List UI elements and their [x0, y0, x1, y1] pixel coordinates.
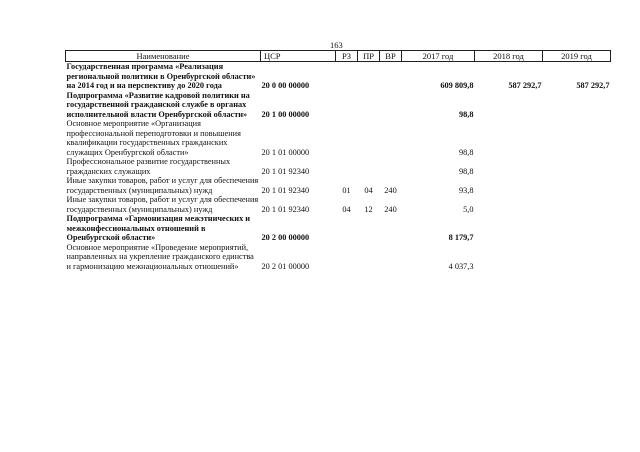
- cell-csr: 20 2 00 00000: [261, 233, 310, 242]
- cell-2017: 98,8: [458, 109, 474, 119]
- cell-name: Подпрограмма «Гармонизация межэтнических и межконфессиональных отношений в Оренбургской области»: [66, 214, 251, 242]
- cell-2019: [543, 176, 611, 195]
- cell-rz: 04: [342, 204, 351, 214]
- cell-pr: [358, 214, 380, 243]
- header-name: Наименование: [66, 51, 261, 62]
- cell-name: Основное мероприятие «Организация профессиональной переподготовки и повышения квалификации государственных гражданских служащих Оренбургской области»: [66, 119, 241, 157]
- cell-csr: 20 0 00 00000: [261, 81, 310, 90]
- cell-2019: [543, 195, 611, 214]
- cell-2018: [475, 214, 543, 243]
- cell-2018: [475, 91, 543, 120]
- cell-rz: [336, 91, 358, 120]
- cell-2017: 8 179,7: [448, 233, 474, 242]
- header-2019: 2019 год: [543, 51, 611, 62]
- cell-rz: [336, 157, 358, 176]
- header-vr: ВР: [380, 51, 402, 62]
- table-row: [66, 195, 611, 214]
- cell-2018: 587 292,7: [508, 81, 542, 90]
- cell-name: Профессиональное развитие государственных гражданских служащих: [66, 157, 231, 176]
- cell-name: Подпрограмма «Развитие кадровой политики на государственной гражданской службе в органах исполнительной власти Оренбургской области»: [66, 90, 250, 119]
- cell-name: Государственная программа «Реализация региональной политики в Оренбургской области» на 2014 год и на перспективу до 2020 года: [66, 62, 256, 90]
- table-row: [66, 119, 611, 157]
- cell-pr: [358, 62, 380, 91]
- header-2018: 2018 год: [475, 51, 543, 62]
- cell-pr: [358, 243, 380, 272]
- cell-csr: 20 1 01 92340: [261, 204, 310, 214]
- cell-2017: 98,8: [458, 166, 474, 176]
- budget-table: [65, 50, 611, 271]
- table-row: [66, 157, 611, 176]
- cell-2018: [475, 195, 543, 214]
- cell-rz: [336, 62, 358, 91]
- cell-csr: 20 1 01 00000: [261, 147, 310, 157]
- cell-pr: [358, 91, 380, 120]
- cell-vr: 240: [384, 204, 397, 214]
- cell-pr: 12: [364, 204, 373, 214]
- cell-vr: [380, 62, 402, 91]
- cell-vr: [380, 119, 402, 157]
- header-pr: ПР: [358, 51, 380, 62]
- cell-2019: [543, 214, 611, 243]
- cell-2019: [543, 243, 611, 272]
- cell-vr: [380, 214, 402, 243]
- cell-2018: [475, 176, 543, 195]
- cell-rz: [336, 243, 358, 272]
- cell-rz: [336, 214, 358, 243]
- cell-2017: 609 809,8: [440, 81, 474, 90]
- cell-2017: 4 037,3: [448, 261, 474, 271]
- cell-vr: [380, 157, 402, 176]
- cell-2018: [475, 243, 543, 272]
- table-row: [66, 91, 611, 120]
- cell-2019: [543, 157, 611, 176]
- cell-pr: 04: [364, 185, 373, 195]
- cell-name: Иные закупки товаров, работ и услуг для обеспечения государственных (муниципальных) нужд: [66, 195, 259, 214]
- table-header: [66, 51, 611, 62]
- table-row: [66, 176, 611, 195]
- header-rz: РЗ: [336, 51, 358, 62]
- cell-vr: 240: [384, 185, 397, 195]
- cell-2017: 93,8: [458, 185, 474, 195]
- header-csr: ЦСР: [261, 51, 336, 62]
- cell-csr: 20 1 01 92340: [261, 185, 310, 195]
- cell-rz: 01: [342, 185, 351, 195]
- cell-vr: [380, 91, 402, 120]
- cell-csr: 20 1 01 92340: [261, 166, 310, 176]
- header-2017: 2017 год: [402, 51, 475, 62]
- cell-vr: [380, 243, 402, 272]
- cell-2018: [475, 119, 543, 157]
- cell-2017: 5,0: [463, 204, 474, 214]
- cell-name: Иные закупки товаров, работ и услуг для обеспечения государственных (муниципальных) нужд: [66, 176, 259, 195]
- cell-2017: 98,8: [458, 147, 474, 157]
- cell-rz: [336, 119, 358, 157]
- cell-pr: [358, 119, 380, 157]
- page-number: 163: [330, 40, 343, 50]
- table-row: [66, 243, 611, 272]
- cell-pr: [358, 157, 380, 176]
- cell-2019: [543, 119, 611, 157]
- cell-2018: [475, 157, 543, 176]
- cell-csr: 20 2 01 00000: [261, 261, 310, 271]
- table-row: [66, 62, 611, 91]
- table-body: [66, 62, 611, 272]
- cell-csr: 20 1 00 00000: [261, 109, 310, 119]
- cell-2019: [543, 91, 611, 120]
- cell-2019: 587 292,7: [576, 81, 610, 90]
- cell-name: Основное мероприятие «Проведение мероприятий, направленных на укрепление гражданского единства и гармонизацию межнациональных отношений»: [66, 242, 254, 271]
- table-row: [66, 214, 611, 243]
